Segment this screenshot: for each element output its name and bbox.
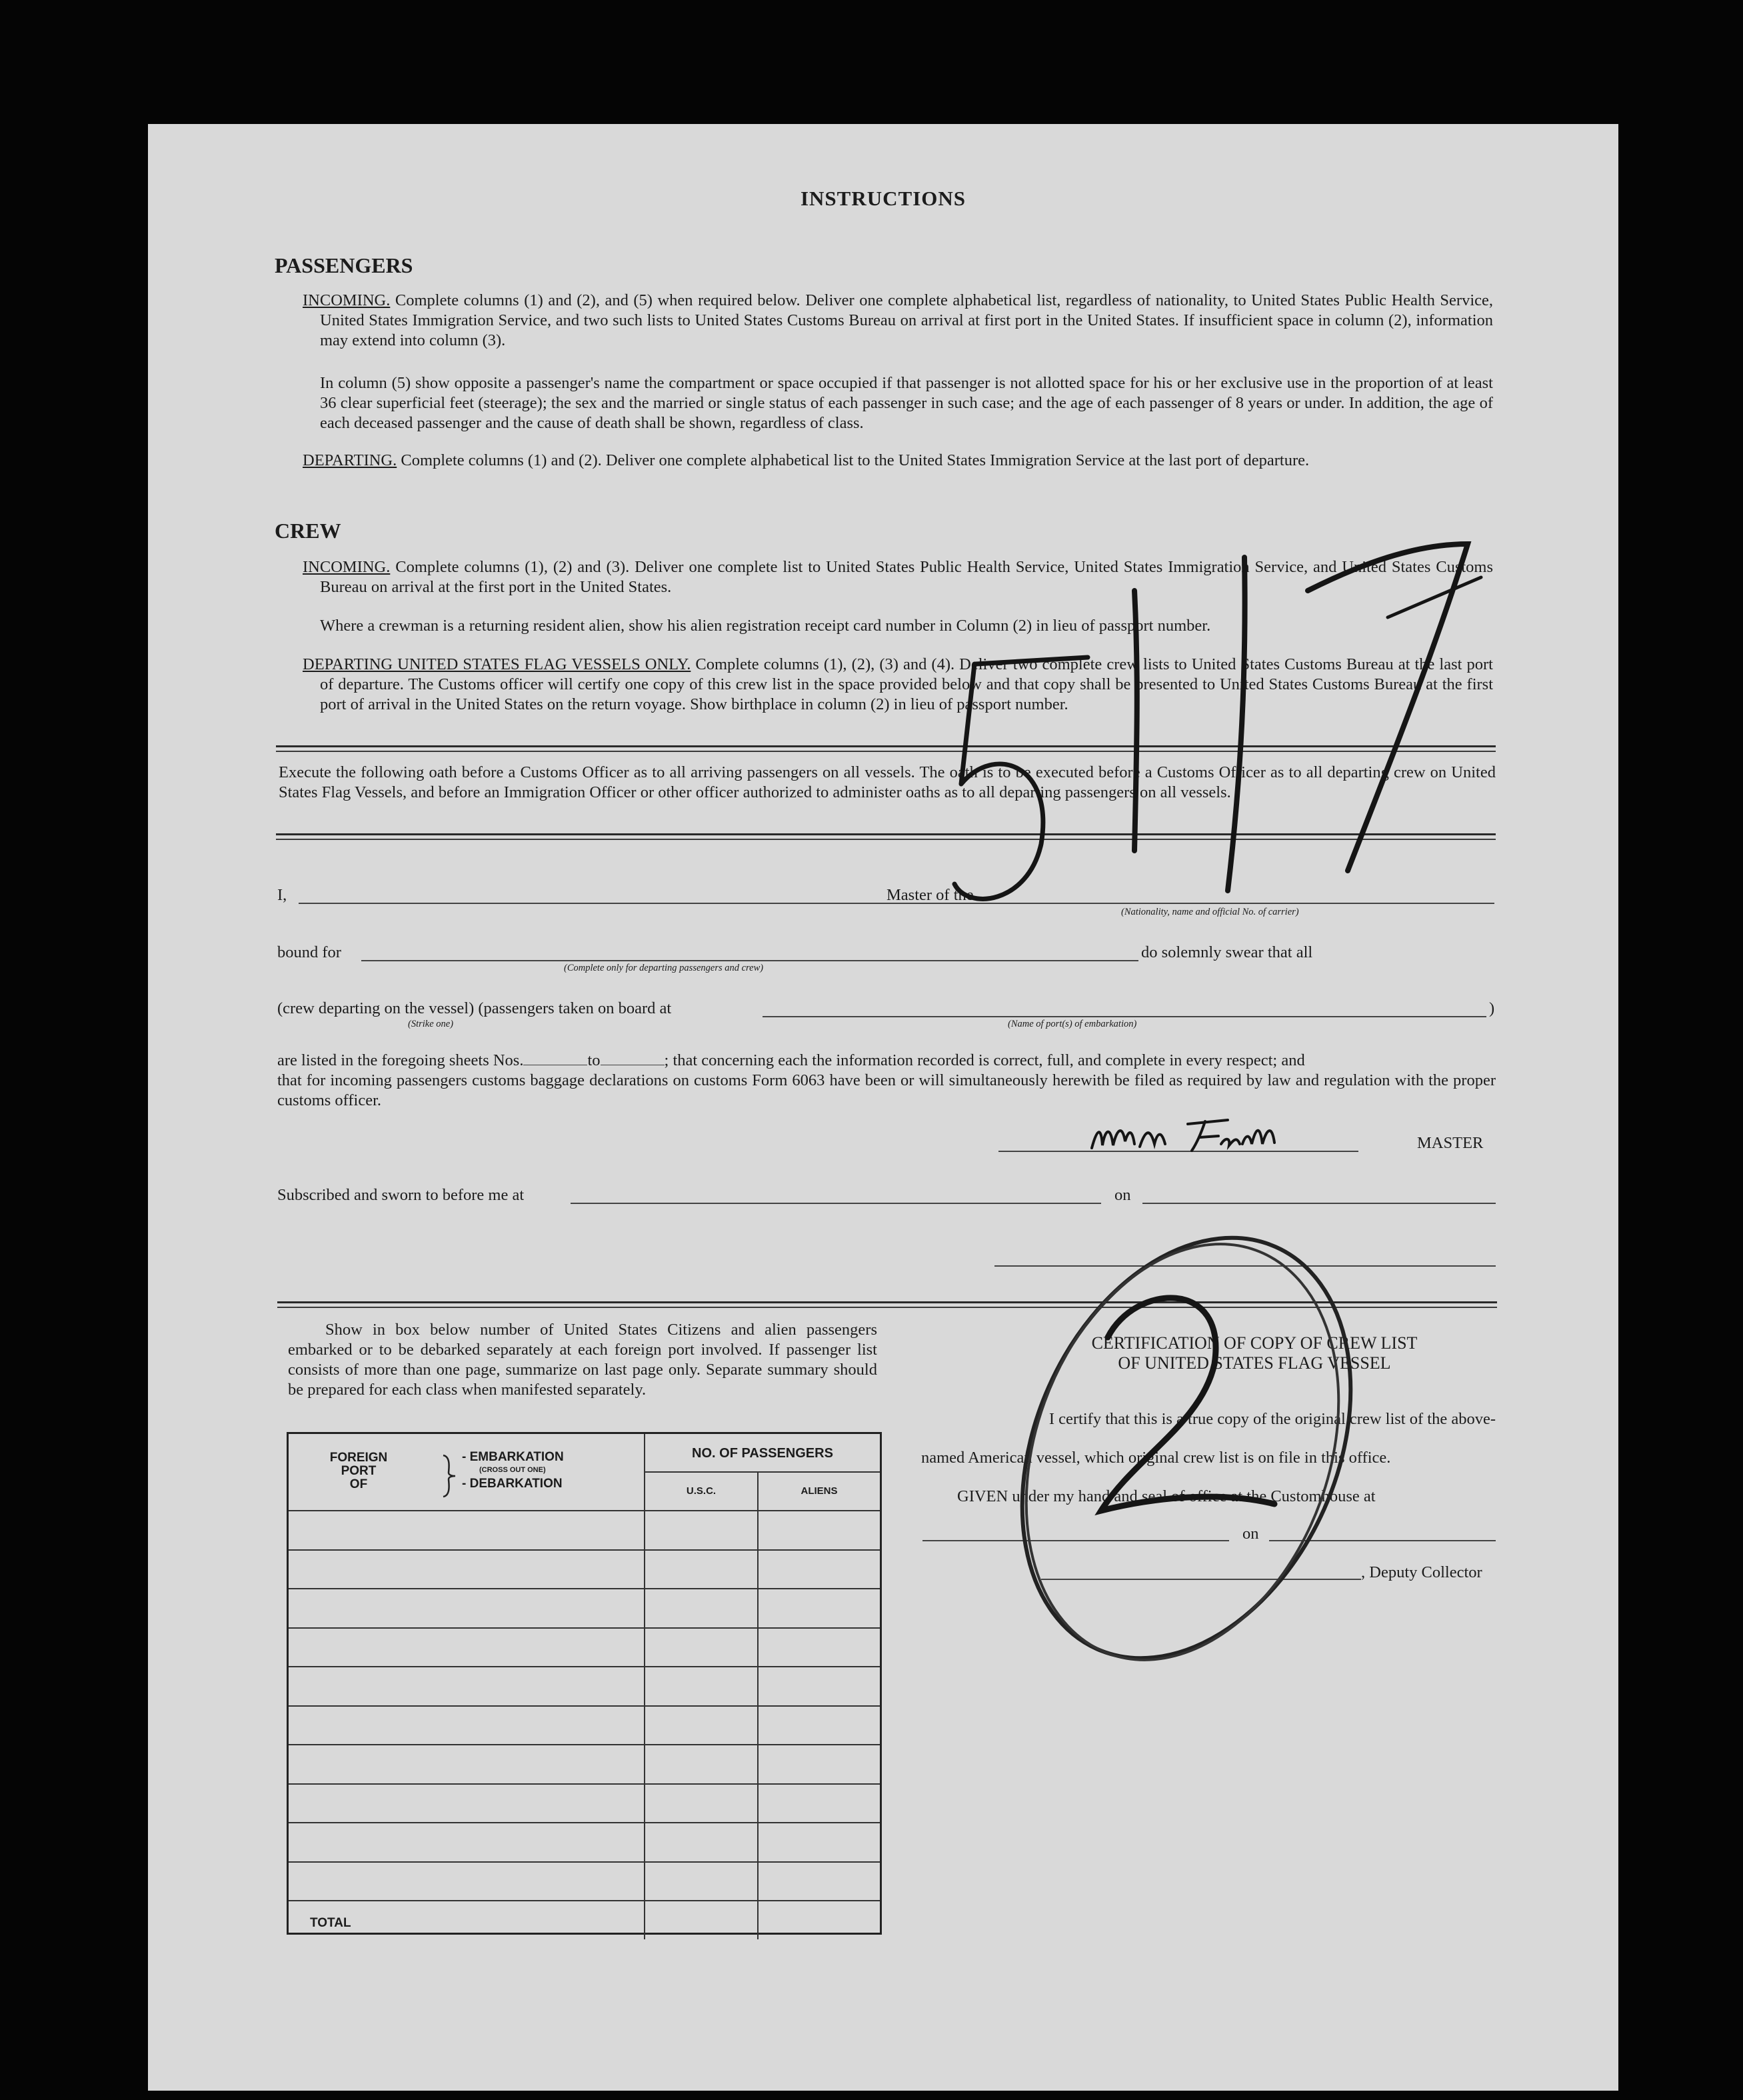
usc-cell	[645, 1823, 759, 1861]
handwritten-number-5117	[881, 497, 1521, 937]
table-row	[289, 1549, 880, 1589]
foreign-port-of-label	[315, 1451, 402, 1491]
port-cell	[289, 1511, 645, 1549]
usc-cell	[645, 1589, 759, 1627]
port-cell	[289, 1667, 645, 1705]
crew-resident-text: Where a crewman is a returning resident alien, show his alien registration receipt card number in Column (2) in lieu of passport number.	[320, 617, 1211, 635]
passengers-incoming	[303, 291, 1493, 351]
oath-listed-3: that for incoming passengers customs baggage declarations on customs Form 6063 have been or will simultaneously herewith be filed as required by law and regulation with the proper customs officer.	[277, 1071, 1496, 1109]
table-row	[289, 1822, 880, 1861]
aliens-cell	[759, 1511, 880, 1549]
aliens-header: ALIENS	[801, 1485, 838, 1497]
passengers-column5-text: In column (5) show opposite a passenger's name the compartment or space occupied if that passenger is not allotted space for his or her exclusive use in the proportion of at least 36 clear superficial feet (steerage); the sex and the married or single status of each passenger in such case; and the age of each passenger of 8 years or under. In addition, the age of each deceased passenger and the cause of death shall be shown, regardless of class.	[320, 374, 1493, 432]
table-row	[289, 1627, 880, 1667]
debarkation-label: - DEBARKATION	[462, 1477, 563, 1491]
port-cell	[289, 1785, 645, 1823]
master-signature-handwritten	[1088, 1115, 1341, 1155]
passengers-departing-label: DEPARTING.	[303, 451, 397, 469]
no-of-passengers-header: NO. OF PASSENGERS	[645, 1434, 880, 1473]
oath-listed-to: to	[587, 1051, 601, 1069]
of-label: OF	[349, 1477, 368, 1491]
usc-cell	[645, 1629, 759, 1667]
aliens-cell	[759, 1667, 880, 1705]
brace-icon	[439, 1453, 459, 1499]
usc-cell	[645, 1707, 759, 1745]
table-row	[289, 1510, 880, 1549]
crew-incoming-label: INCOMING.	[303, 558, 391, 576]
oath-listed-2: ; that concerning each the information recorded is correct, full, and complete in every respect; and	[664, 1051, 1305, 1069]
port-cell	[289, 1823, 645, 1861]
aliens-cell	[759, 1863, 880, 1901]
table-row	[289, 1705, 880, 1745]
aliens-cell	[759, 1589, 880, 1627]
crew-departing-text: Complete columns (1), (2), (3) and (4). Deliver two complete crew lists to United States Customs Bureau at the last port of departure. The Customs officer will certify one copy of this crew list in the space provided below and that copy shall be presented to United States Customs Bureau at the first port of arrival in the United States on the return voyage. Show birthplace in column (2) in lieu of passport number.	[320, 655, 1493, 713]
page-title: INSTRUCTIONS	[800, 187, 966, 210]
aliens-cell	[759, 1745, 880, 1783]
table-row	[289, 1861, 880, 1901]
master-label: MASTER	[1417, 1134, 1484, 1152]
oath-bound-for: bound for	[277, 943, 341, 961]
certification-on: on	[1242, 1525, 1259, 1543]
table-row	[289, 1588, 880, 1627]
bound-for-line	[361, 960, 1138, 961]
table-header-port	[289, 1434, 645, 1510]
usc-cell	[645, 1551, 759, 1589]
passengers-departing-text: Complete columns (1) and (2). Deliver one complete alphabetical list to the United States Immigration Service at the last port of departure.	[401, 451, 1310, 469]
oath-i: I,	[277, 886, 287, 904]
port-cell	[289, 1629, 645, 1667]
aliens-cell	[759, 1785, 880, 1823]
strike-one-caption: (Strike one)	[408, 1019, 454, 1029]
port-cell	[289, 1745, 645, 1783]
oath-crew-departing: (crew departing on the vessel) (passengers taken on board at	[277, 999, 672, 1017]
usc-cell	[645, 1785, 759, 1823]
total-label: TOTAL	[310, 1916, 351, 1930]
oath-master-of-the: Master of the	[886, 886, 974, 904]
table-row	[289, 1666, 880, 1705]
usc-header: U.S.C.	[645, 1473, 759, 1510]
usc-cell	[645, 1863, 759, 1901]
embarkation-port-line	[763, 1016, 1486, 1017]
crew-heading: CREW	[275, 519, 341, 543]
aliens-cell	[759, 1901, 880, 1939]
crew-incoming-text: Complete columns (1), (2) and (3). Deliver one complete list to United States Public Health Service, United States Immigration Service, and United States Customs Bureau on arrival at the first port in the United States.	[320, 558, 1494, 596]
table-body	[289, 1510, 880, 1933]
certification-title-2: OF UNITED STATES FLAG VESSEL	[1118, 1353, 1391, 1373]
passengers-heading: PASSENGERS	[275, 253, 413, 277]
port-cell	[289, 1707, 645, 1745]
document-page	[148, 124, 1618, 2091]
aliens-cell	[759, 1551, 880, 1589]
usc-cell	[645, 1667, 759, 1705]
usc-cell	[645, 1745, 759, 1783]
table-row	[289, 1783, 880, 1823]
certify-line-1: I certify that this is a true copy of the original crew list of the above-	[1048, 1410, 1496, 1428]
cross-out-label: (CROSS OUT ONE)	[479, 1466, 546, 1474]
oath-listed-1: are listed in the foregoing sheets Nos.	[277, 1051, 524, 1069]
passengers-incoming-label: INCOMING.	[303, 291, 391, 309]
subscribed-text: Subscribed and sworn to before me at	[277, 1186, 525, 1204]
oath-listed-line1	[277, 1051, 1305, 1071]
aliens-cell	[759, 1629, 880, 1667]
crew-departing-label: DEPARTING UNITED STATES FLAG VESSELS ONLY.	[303, 655, 691, 673]
passenger-summary-table	[287, 1432, 882, 1935]
oath-solemnly: do solemnly swear that all	[1141, 943, 1313, 961]
foreign-label: FOREIGN	[329, 1451, 388, 1465]
port-cell	[289, 1589, 645, 1627]
passengers-departing	[303, 451, 1493, 471]
certification-title-1: CERTIFICATION OF COPY OF CREW LIST	[1091, 1333, 1418, 1353]
usc-cell	[645, 1901, 759, 1939]
embarkation-label: - EMBARKATION	[462, 1450, 564, 1464]
table-row	[289, 1900, 880, 1939]
port-cell	[289, 1863, 645, 1901]
summary-instruction: Show in box below number of United States Citizens and alien passengers embarked or to be debarked separately at each foreign port involved. If passenger list consists of more than one page, summarize on last page only. Separate summary should be prepared for each class when manifested separately.	[288, 1321, 877, 1399]
port-caption: (Name of port(s) of embarkation)	[1008, 1019, 1137, 1029]
port-cell	[289, 1551, 645, 1589]
nationality-caption: (Nationality, name and official No. of carrier)	[1121, 907, 1299, 917]
passengers-incoming-text: Complete columns (1) and (2), and (5) when required below. Deliver one complete alphabetical list, regardless of nationality, to United States Public Health Service, United States Immigration Service, and two such lists to United States Customs Bureau on arrival at first port in the United States. If insufficient space in column (2), information may extend into column (3).	[320, 291, 1494, 349]
complete-only-caption: (Complete only for departing passengers and crew)	[564, 963, 764, 973]
oath-close-paren: )	[1489, 999, 1495, 1017]
usc-cell	[645, 1511, 759, 1549]
port-label: PORT	[341, 1464, 377, 1478]
deputy-collector-label: , Deputy Collector	[1361, 1563, 1482, 1581]
subscribed-on: on	[1114, 1186, 1131, 1204]
given-line: GIVEN under my hand and seal of office at the Customhouse at	[957, 1487, 1376, 1505]
handwritten-circled-2	[934, 1204, 1414, 1697]
aliens-cell	[759, 1823, 880, 1861]
table-row	[289, 1744, 880, 1783]
aliens-cell	[759, 1707, 880, 1745]
certify-line-2: named American vessel, which original crew list is on file in this office.	[921, 1449, 1391, 1467]
oath-instruction: Execute the following oath before a Customs Officer as to all arriving passengers on all vessels. The oath is to be executed before a Customs Officer as to all departing crew on United States Flag Vessels, and before an Immigration Officer or other officer authorized to administer oaths as to all departing passengers on all vessels.	[279, 763, 1496, 801]
